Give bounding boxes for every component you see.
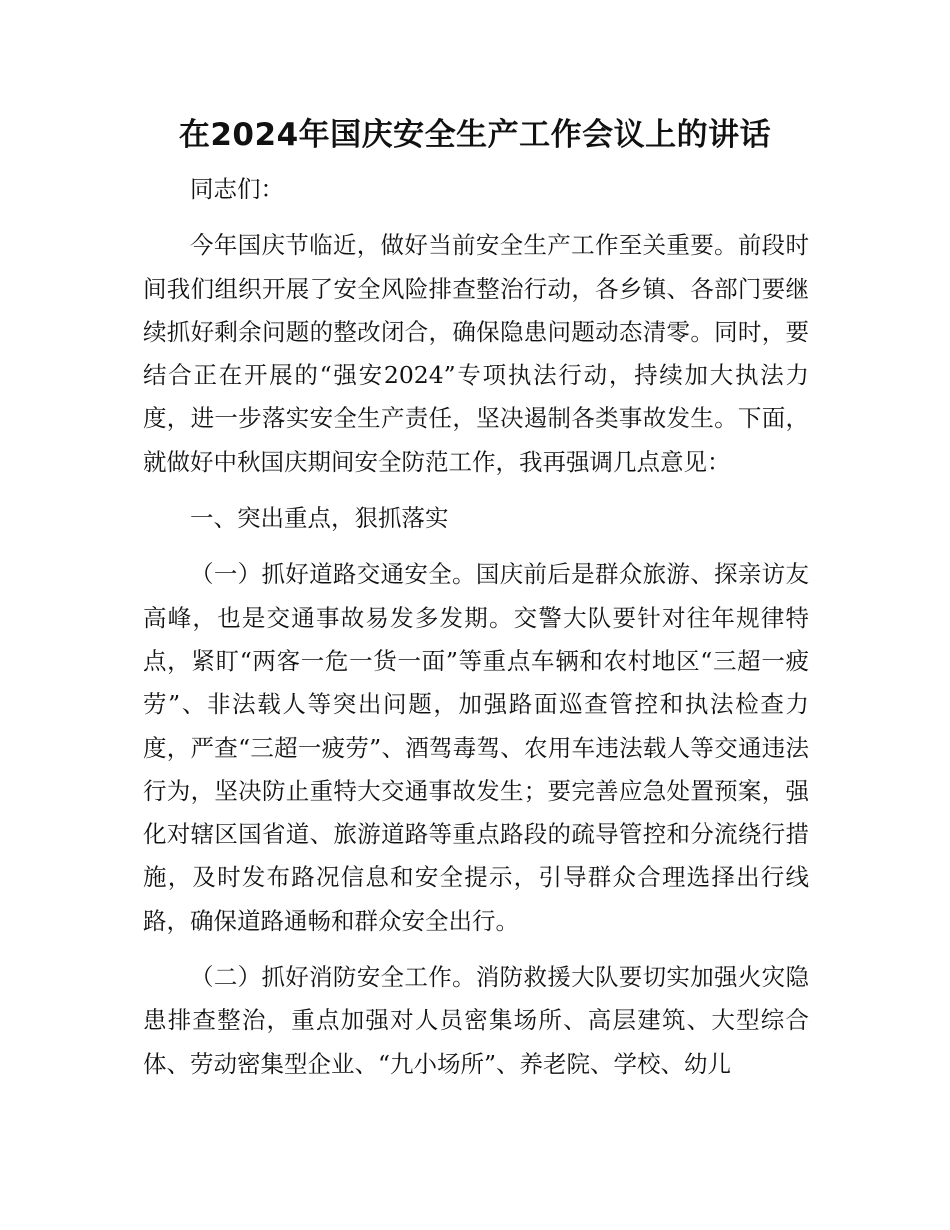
salutation: 同志们： <box>190 175 284 203</box>
item-paragraph-traffic: （一）抓好道路交通安全。国庆前后是群众旅游、探亲访友高峰，也是交通事故易发多发期。交警大队要针对往年规律特点，紧盯“两客一危一货一面”等重点车辆和农村地区“三超一疲劳”、非法载人等突出问题，加强路面巡查管控和执法检查力度，严查“三超一疲劳”、酒驾毒驾、农用车违法载人等交通违法行为，坚决防止重特大交通事故发生；要完善应急处置预案，强化对辖区国省道、旅游道路等重点路段的疏导管控和分流绕行措施，及时发布路况信息和安全提示，引导群众合理选择出行线路，确保道路通畅和群众安全出行。 <box>143 560 809 935</box>
item-paragraph-fire: （二）抓好消防安全工作。消防救援大队要切实加强火灾隐患排查整治，重点加强对人员密集场所、高层建筑、大型综合体、劳动密集型企业、“九小场所”、养老院、学校、幼儿 <box>143 963 809 1078</box>
intro-paragraph: 今年国庆节临近，做好当前安全生产工作至关重要。前段时间我们组织开展了安全风险排查整治行动，各乡镇、各部门要继续抓好剩余问题的整改闭合，确保隐患问题动态清零。同时，要结合正在开展的“强安2024”专项执法行动，持续加大执法力度，进一步落实安全生产责任，坚决遏制各类事故发生。下面，就做好中秋国庆期间安全防范工作，我再强调几点意见： <box>143 231 809 476</box>
document-body <box>143 168 809 1086</box>
section-heading: 一、突出重点，狠抓落实 <box>190 504 449 533</box>
document-title: 在2024年国庆安全生产工作会议上的讲话 <box>178 117 772 153</box>
